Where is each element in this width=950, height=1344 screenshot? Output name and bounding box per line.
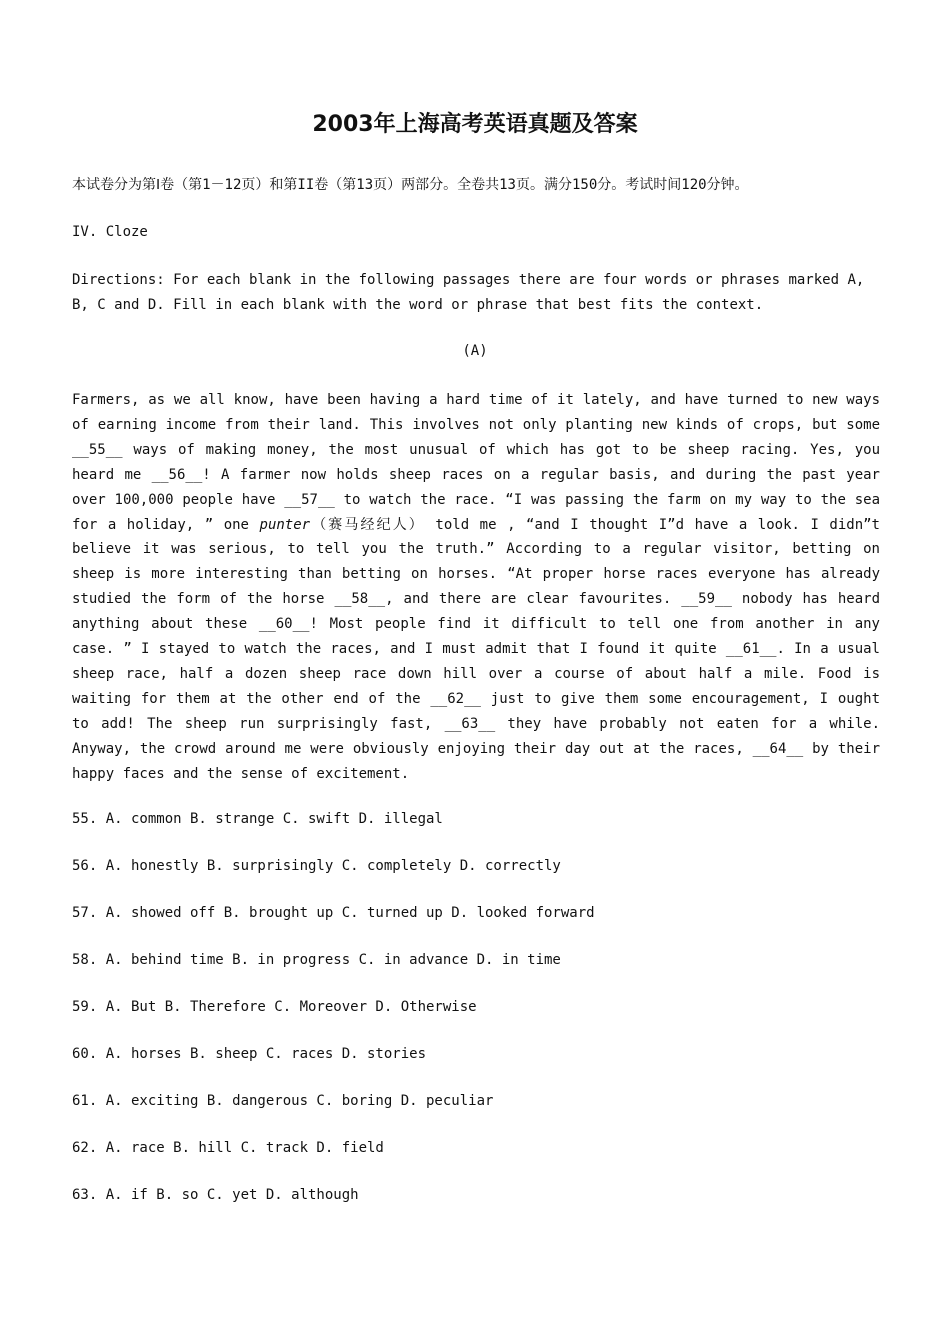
question-60: 60. A. horses B. sheep C. races D. stories <box>72 1046 427 1062</box>
page-title: 2003年上海高考英语真题及答案 <box>312 112 638 137</box>
exam-intro: 本试卷分为第Ⅰ卷（第1－12页）和第II卷（第13页）两部分。全卷共13页。满分150分。考试时间120分钟。 <box>72 177 749 193</box>
question-59: 59. A. But B. Therefore C. Moreover D. Otherwise <box>72 999 477 1015</box>
directions-text: Directions: For each blank in the following passages there are four words or phrases marked A, B, C and D. Fill in each blank with the word or phrase that best fits the context. <box>72 272 865 313</box>
question-62: 62. A. race B. hill C. track D. field <box>72 1140 384 1156</box>
question-55: 55. A. common B. strange C. swift D. illegal <box>72 811 443 827</box>
passage-italic-term: punter <box>259 516 311 533</box>
section-heading: IV. Cloze <box>72 224 148 240</box>
question-61: 61. A. exciting B. dangerous C. boring D. peculiar <box>72 1093 494 1109</box>
question-58: 58. A. behind time B. in progress C. in advance D. in time <box>72 952 561 968</box>
question-56: 56. A. honestly B. surprisingly C. completely D. correctly <box>72 858 561 874</box>
question-63: 63. A. if B. so C. yet D. although <box>72 1187 359 1203</box>
question-57: 57. A. showed off B. brought up C. turned up D. looked forward <box>72 905 595 921</box>
question-list <box>72 808 880 1231</box>
passage-text-start: Farmers, as we all know, have been having a hard time of it lately, and have turned to new ways of earning income from their land. This involves not only planting new kinds of crops, but some __55__ ways of making money, the most unusual of which has got to be sheep racing. Yes, you heard me __56__! A farmer now holds sheep races on a regular basis, and during the past year over 100,000 people have __57__ to watch the race. “I was passing the farm on my way to the sea for a holiday, ” one <box>72 392 880 533</box>
passage-label: (A) <box>462 343 488 359</box>
cloze-passage <box>72 388 880 787</box>
passage-text-end: （赛马经纪人） told me , “and I thought I”d have a look. I didn”t believe it was serious, to tell you the truth.” According to a regular visitor, betting on sheep is more interesting than betting on horses. “At proper horse races everyone has already studied the form of the horse __58__, and there are clear favourites. __59__ nobody has heard anything about these __60__! Most people find it difficult to tell one from another in any case. ” I stayed to watch the races, and I must admit that I found it quite __61__. In a usual sheep race, half a dozen sheep race down hill over a course of about half a mile. Food is waiting for them at the other end of the __62__ just to give them some encouragement, I ought to add! The sheep run surprisingly fast, __63__ they have probably not eaten for a while. Anyway, the crowd around me were obviously enjoying their day out at the races, __64__ by their happy faces and the sense of excitement. <box>72 516 880 782</box>
